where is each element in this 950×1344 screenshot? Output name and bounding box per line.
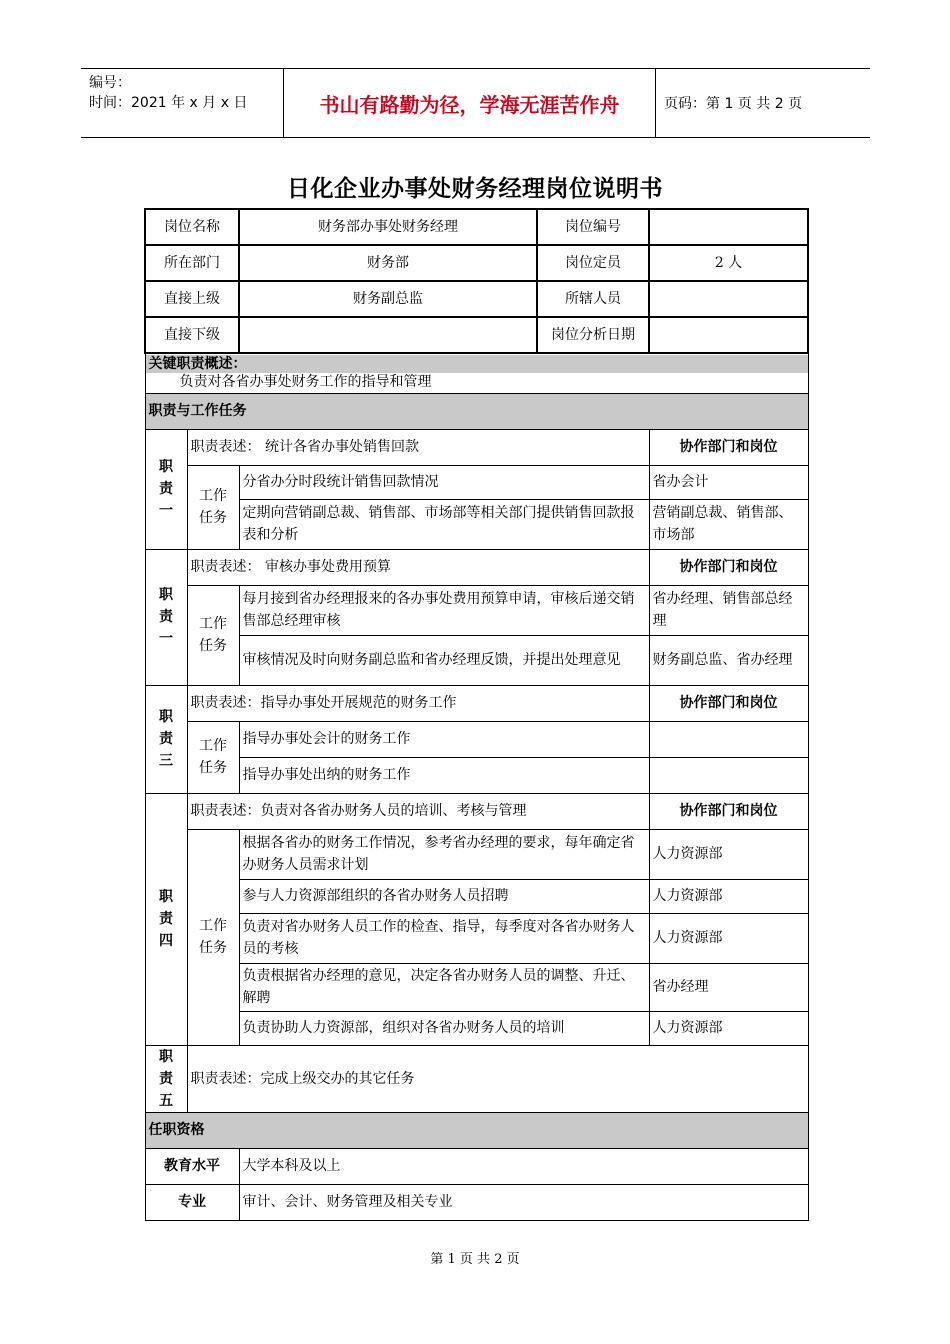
- education-label: 教育水平: [145, 1148, 239, 1184]
- duty-description: 职责表述： 审核办事处费用预算: [187, 549, 649, 585]
- duty-label: 职 责 四: [145, 793, 187, 1045]
- major-label: 专业: [145, 1184, 239, 1220]
- summary-text: 负责对各省办事处财务工作的指导和管理: [179, 374, 432, 391]
- coop-heading: 协作部门和岗位: [649, 793, 808, 829]
- doc-time-label: 时间：2021 年 x 月 x 日: [89, 95, 248, 111]
- task-label: 工作 任务: [187, 465, 239, 549]
- position-no-label: 岗位编号: [537, 209, 649, 245]
- task-item: 负责根据省办经理的意见，决定各省办财务人员的调整、升迁、解聘: [239, 963, 649, 1011]
- task-item: 负责协助人力资源部，组织对各省办财务人员的培训: [239, 1011, 649, 1045]
- header-page-label: 页码：第 1 页 共 2 页: [664, 96, 803, 112]
- task-coop: 人力资源部: [649, 829, 808, 879]
- position-no-value: [649, 209, 808, 245]
- page-footer: 第 1 页 共 2 页: [430, 1252, 520, 1267]
- position-name-label: 岗位名称: [145, 209, 239, 245]
- qualifications-heading: 任职资格: [145, 1112, 808, 1148]
- duty-description: 职责表述：完成上级交办的其它任务: [187, 1045, 808, 1112]
- page-header: [81, 68, 870, 138]
- summary-cell: [145, 353, 808, 393]
- superior-label: 直接上级: [145, 281, 239, 317]
- task-coop: 省办会计: [649, 465, 808, 499]
- duty-label: 职 责 一: [145, 549, 187, 685]
- task-label: 工作 任务: [187, 829, 239, 1045]
- task-item: 分省办分时段统计销售回款情况: [239, 465, 649, 499]
- task-item: 负责对省办财务人员工作的检查、指导，每季度对各省办财务人员的考核: [239, 913, 649, 963]
- coop-heading: 协作部门和岗位: [649, 685, 808, 721]
- task-item: 指导办事处会计的财务工作: [239, 721, 649, 757]
- duty-label: 职 责 三: [145, 685, 187, 793]
- task-item: 每月接到省办经理报来的各办事处费用预算申请，审核后递交销售部总经理审核: [239, 585, 649, 635]
- task-coop: 省办经理、销售部总经理: [649, 585, 808, 635]
- task-item: 根据各省办的财务工作情况，参考省办经理的要求，每年确定省办财务人员需求计划: [239, 829, 649, 879]
- subordinates-value: [649, 281, 808, 317]
- dept-value: 财务部: [239, 245, 537, 281]
- header-motto: 书山有路勤为径，学海无涯苦作舟: [283, 69, 656, 137]
- quota-label: 岗位定员: [537, 245, 649, 281]
- duty-label: 职 责 五: [145, 1045, 187, 1112]
- summary-heading: 关键职责概述：: [146, 355, 808, 373]
- quota-value: 2 人: [649, 245, 808, 281]
- doc-number-label: 编号：: [89, 75, 131, 91]
- duty-description: 职责表述：指导办事处开展规范的财务工作: [187, 685, 649, 721]
- task-label: 工作 任务: [187, 721, 239, 793]
- duty-label: 职 责 一: [145, 429, 187, 549]
- task-coop: 人力资源部: [649, 879, 808, 913]
- task-item: 定期向营销副总裁、销售部、市场部等相关部门提供销售回款报表和分析: [239, 499, 649, 549]
- superior-value: 财务副总监: [239, 281, 537, 317]
- analysis-date-value: [649, 317, 808, 353]
- subordinates-label: 所辖人员: [537, 281, 649, 317]
- major-value: 审计、会计、财务管理及相关专业: [239, 1184, 808, 1220]
- position-name-value: 财务部办事处财务经理: [239, 209, 537, 245]
- task-coop: 省办经理: [649, 963, 808, 1011]
- education-value: 大学本科及以上: [239, 1148, 808, 1184]
- analysis-date-label: 岗位分析日期: [537, 317, 649, 353]
- duty-description: 职责表述：负责对各省办财务人员的培训、考核与管理: [187, 793, 649, 829]
- duties-heading: 职责与工作任务: [145, 393, 808, 429]
- document-title: 日化企业办事处财务经理岗位说明书: [287, 176, 663, 202]
- duty-description: 职责表述： 统计各省办事处销售回款: [187, 429, 649, 465]
- task-coop: 营销副总裁、销售部、市场部: [649, 499, 808, 549]
- task-item: 参与人力资源部组织的各省办财务人员招聘: [239, 879, 649, 913]
- direct-sub-value: [239, 317, 537, 353]
- coop-heading: 协作部门和岗位: [649, 549, 808, 585]
- task-item: 审核情况及时向财务副总监和省办经理反馈，并提出处理意见: [239, 635, 649, 685]
- job-description-table: [144, 208, 809, 1221]
- task-coop: [649, 721, 808, 757]
- task-coop: 财务副总监、省办经理: [649, 635, 808, 685]
- task-coop: [649, 757, 808, 793]
- header-meta: [89, 73, 247, 113]
- task-coop: 人力资源部: [649, 1011, 808, 1045]
- task-item: 指导办事处出纳的财务工作: [239, 757, 649, 793]
- dept-label: 所在部门: [145, 245, 239, 281]
- task-label: 工作 任务: [187, 585, 239, 685]
- coop-heading: 协作部门和岗位: [649, 429, 808, 465]
- task-coop: 人力资源部: [649, 913, 808, 963]
- direct-sub-label: 直接下级: [145, 317, 239, 353]
